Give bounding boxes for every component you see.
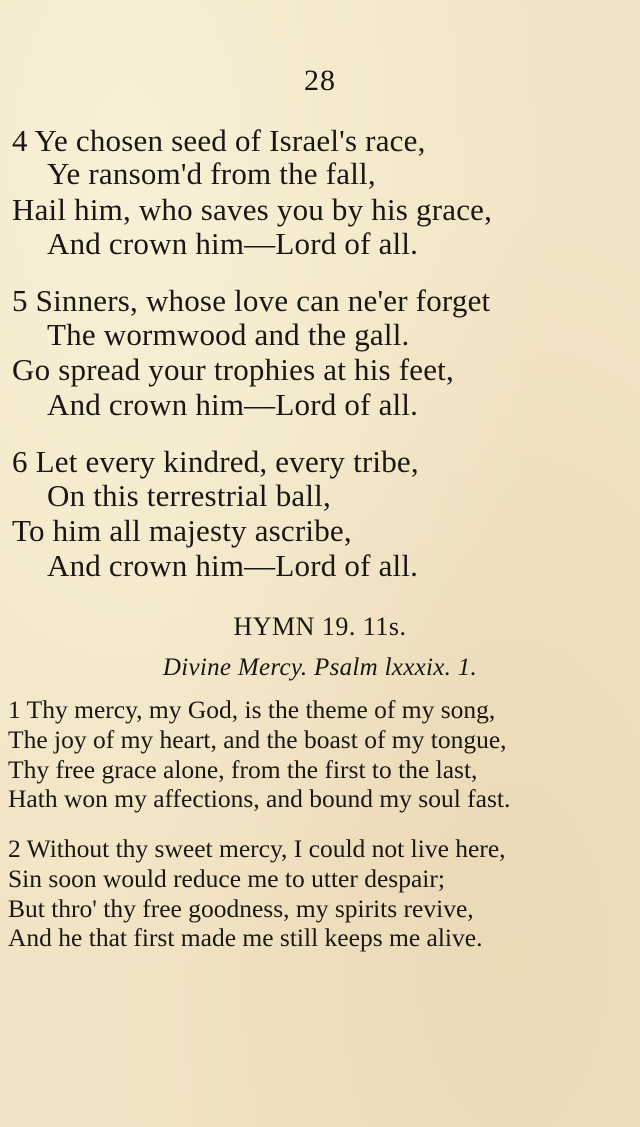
stanza-line: Sin soon would reduce me to utter despair; xyxy=(8,864,445,893)
stanza-line: The wormwood and the gall. xyxy=(47,317,410,352)
stanza-line: 5 Sinners, whose love can ne'er forget xyxy=(12,283,491,318)
hymn-heading: HYMN 19. 11s. xyxy=(233,612,407,641)
stanza-line: Hail him, who saves you by his grace, xyxy=(12,192,493,227)
stanza-line: And crown him—Lord of all. xyxy=(47,387,419,422)
stanza-line: But thro' thy free goodness, my spirits revive, xyxy=(8,894,474,923)
stanza-line: 4 Ye chosen seed of Israel's race, xyxy=(12,123,426,158)
stanza-line: And crown him—Lord of all. xyxy=(47,548,419,583)
stanza-line: Hath won my affections, and bound my soul fast. xyxy=(8,784,511,813)
stanza-line: The joy of my heart, and the boast of my tongue, xyxy=(8,725,507,754)
stanza-line: To him all majesty ascribe, xyxy=(12,513,352,548)
stanza-line: And crown him—Lord of all. xyxy=(47,226,419,261)
stanza-line: On this terrestrial ball, xyxy=(47,478,331,513)
stanza-line: Thy free grace alone, from the first to the last, xyxy=(8,755,478,784)
stanza-line: 2 Without thy sweet mercy, I could not live here, xyxy=(8,834,506,863)
stanza-line: 1 Thy mercy, my God, is the theme of my song, xyxy=(8,695,496,724)
stanza-line: 6 Let every kindred, every tribe, xyxy=(12,444,419,479)
stanza-line: Go spread your trophies at his feet, xyxy=(12,352,454,387)
page-number: 28 xyxy=(304,64,336,97)
stanza-line: Ye ransom'd from the fall, xyxy=(47,156,376,191)
hymn-subtitle: Divine Mercy. Psalm lxxxix. 1. xyxy=(162,654,478,681)
stanza-line: And he that first made me still keeps me alive. xyxy=(8,923,483,952)
